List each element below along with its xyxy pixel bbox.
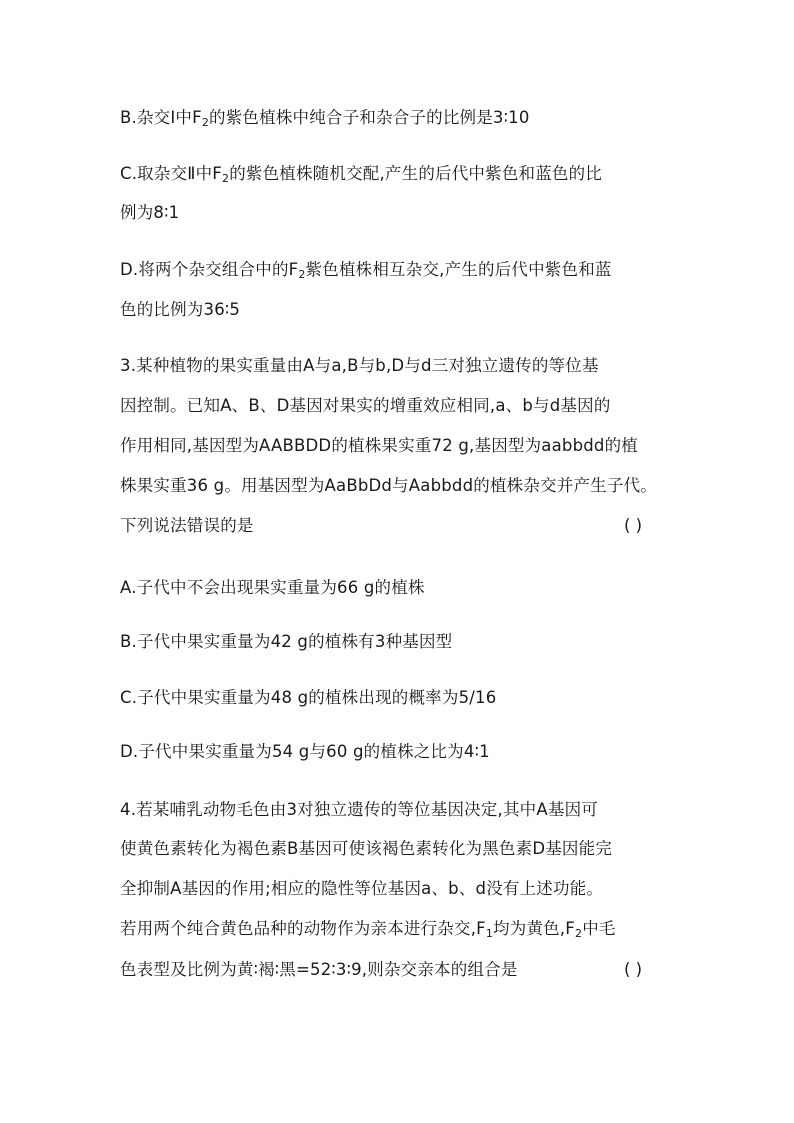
- q3-option-b: B.子代中果实重量为42 g的植株有3种基因型: [120, 632, 453, 651]
- q3-stem-line2: 因控制。已知A、B、D基因对果实的增重效应相同,a、b与d基因的: [120, 396, 611, 415]
- q2-option-c-line2: 例为8∶1: [120, 203, 180, 222]
- q3-option-c: C.子代中果实重量为48 g的植株出现的概率为5/16: [120, 688, 497, 707]
- q3-stem-line1: 3.某种植物的果实重量由A与a,B与b,D与d三对独立遗传的等位基: [120, 356, 599, 375]
- q4-stem-line1: 4.若某哺乳动物毛色由3对独立遗传的等位基因决定,其中A基因可: [120, 800, 598, 819]
- q3-answer-paren: ( ): [624, 516, 643, 535]
- q3-option-d: D.子代中果实重量为54 g与60 g的植株之比为4∶1: [120, 742, 490, 761]
- subscript: 2: [221, 172, 230, 185]
- subscript: 2: [574, 927, 583, 940]
- q4-stem-line2: 使黄色素转化为褐色素B基因可使该褐色素转化为黑色素D基因能完: [120, 839, 613, 858]
- q2-option-c-line1: [120, 162, 680, 186]
- q3-option-a: A.子代中不会出现果实重量为66 g的植株: [120, 578, 425, 597]
- subscript: 2: [298, 268, 306, 281]
- q2-option-d-line2: 色的比例为36∶5: [120, 300, 241, 319]
- q2-option-c-text: C.取杂交Ⅱ中F: [120, 164, 222, 183]
- q2-option-d-line1: [120, 258, 680, 282]
- q4-stem-line3: 全抑制A基因的作用;相应的隐性等位基因a、b、d没有上述功能。: [120, 879, 604, 898]
- q4-answer-paren: ( ): [624, 960, 643, 979]
- q4-line4-text-mid: 均为黄色,F: [493, 919, 575, 938]
- subscript: 1: [485, 927, 494, 940]
- q4-stem-line5: 色表型及比例为黄∶褐∶黑=52∶3∶9,则杂交亲本的组合是: [120, 960, 518, 979]
- q2-option-d-text-rest: 紫色植株相互杂交,产生的后代中紫色和蓝: [305, 260, 612, 279]
- q3-stem-line3: 作用相同,基因型为AABBDD的植株果实重72 g,基因型为aabbdd的植: [120, 436, 639, 455]
- q2-option-b-text: B.杂交Ⅰ中F: [120, 108, 202, 127]
- q2-option-b: [120, 106, 680, 130]
- q3-stem-line4: 株果实重36 g。用基因型为AaBbDd与Aabbdd的植株杂交并产生子代。: [120, 476, 657, 495]
- q2-option-b-text-rest: 的紫色植株中纯合子和杂合子的比例是3∶10: [209, 108, 530, 127]
- q4-line4-text: 若用两个纯合黄色品种的动物作为亲本进行杂交,F: [120, 919, 486, 938]
- subscript: 2: [201, 116, 210, 129]
- q2-option-d-text: D.将两个杂交组合中的F: [120, 260, 299, 279]
- q3-stem-line5: 下列说法错误的是: [120, 516, 254, 535]
- q4-line4-text-end: 中毛: [582, 919, 616, 938]
- q4-stem-line4: [120, 917, 680, 941]
- q2-option-c-text-rest: 的紫色植株随机交配,产生的后代中紫色和蓝色的比: [229, 164, 603, 183]
